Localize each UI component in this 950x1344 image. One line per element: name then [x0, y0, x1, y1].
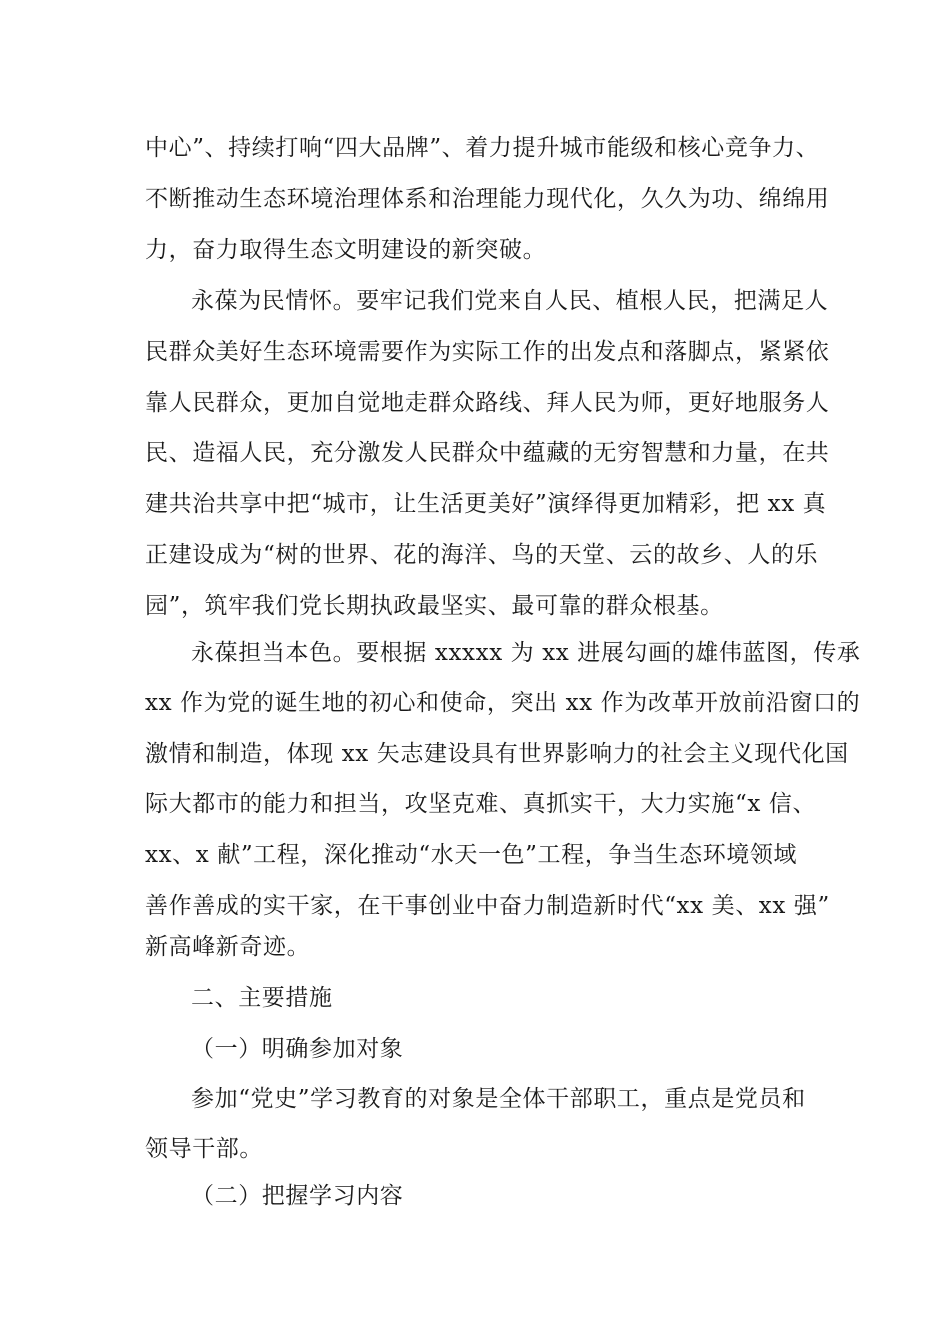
subsection-heading: （一）明确参加对象	[191, 1036, 404, 1062]
paragraph-line: 中心”、持续打响“四大品牌”、着力提升城市能级和核心竞争力、	[145, 135, 820, 161]
paragraph-line: 永葆为民情怀。要牢记我们党来自人民、植根人民，把满足人	[191, 288, 829, 314]
paragraph-line: 善作善成的实干家，在干事创业中奋力制造新时代“xx 美、xx 强”	[145, 893, 830, 919]
paragraph-line: 新高峰新奇迹。	[145, 934, 311, 960]
paragraph-line: 正建设成为“树的世界、花的海洋、鸟的天堂、云的故乡、人的乐	[145, 542, 819, 568]
paragraph-line: xx 作为党的诞生地的初心和使命，突出 xx 作为改革开放前沿窗口的	[145, 690, 861, 716]
paragraph-line: 园”，筑牢我们党长期执政最坚实、最可靠的群众根基。	[145, 593, 724, 619]
paragraph-line: 际大都市的能力和担当，攻坚克难、真抓实干，大力实施“x 信、	[145, 791, 817, 817]
paragraph-line: 民群众美好生态环境需要作为实际工作的出发点和落脚点，紧紧依	[145, 339, 830, 365]
paragraph-line: xx、x 献”工程，深化推动“水天一色”工程，争当生态环境领域	[145, 842, 798, 868]
paragraph-line: 靠人民群众，更加自觉地走群众路线、拜人民为师，更好地服务人	[145, 390, 830, 416]
paragraph-line: 建共治共享中把“城市，让生活更美好”演绎得更加精彩，把 xx 真	[145, 491, 827, 517]
subsection-heading: （二）把握学习内容	[191, 1183, 404, 1209]
paragraph-line: 参加“党史”学习教育的对象是全体干部职工，重点是党员和	[191, 1086, 806, 1112]
paragraph-line: 领导干部。	[145, 1136, 263, 1162]
paragraph-line: 不断推动生态环境治理体系和治理能力现代化，久久为功、绵绵用	[145, 186, 830, 212]
paragraph-line: 力，奋力取得生态文明建设的新突破。	[145, 237, 547, 263]
section-heading: 二、主要措施	[191, 985, 333, 1011]
paragraph-line: 激情和制造，体现 xx 矢志建设具有世界影响力的社会主义现代化国	[145, 741, 849, 767]
paragraph-line: 民、造福人民，充分激发人民群众中蕴藏的无穷智慧和力量，在共	[145, 440, 830, 466]
paragraph-line: 永葆担当本色。要根据 xxxxx 为 xx 进展勾画的雄伟蓝图，传承	[191, 640, 861, 666]
